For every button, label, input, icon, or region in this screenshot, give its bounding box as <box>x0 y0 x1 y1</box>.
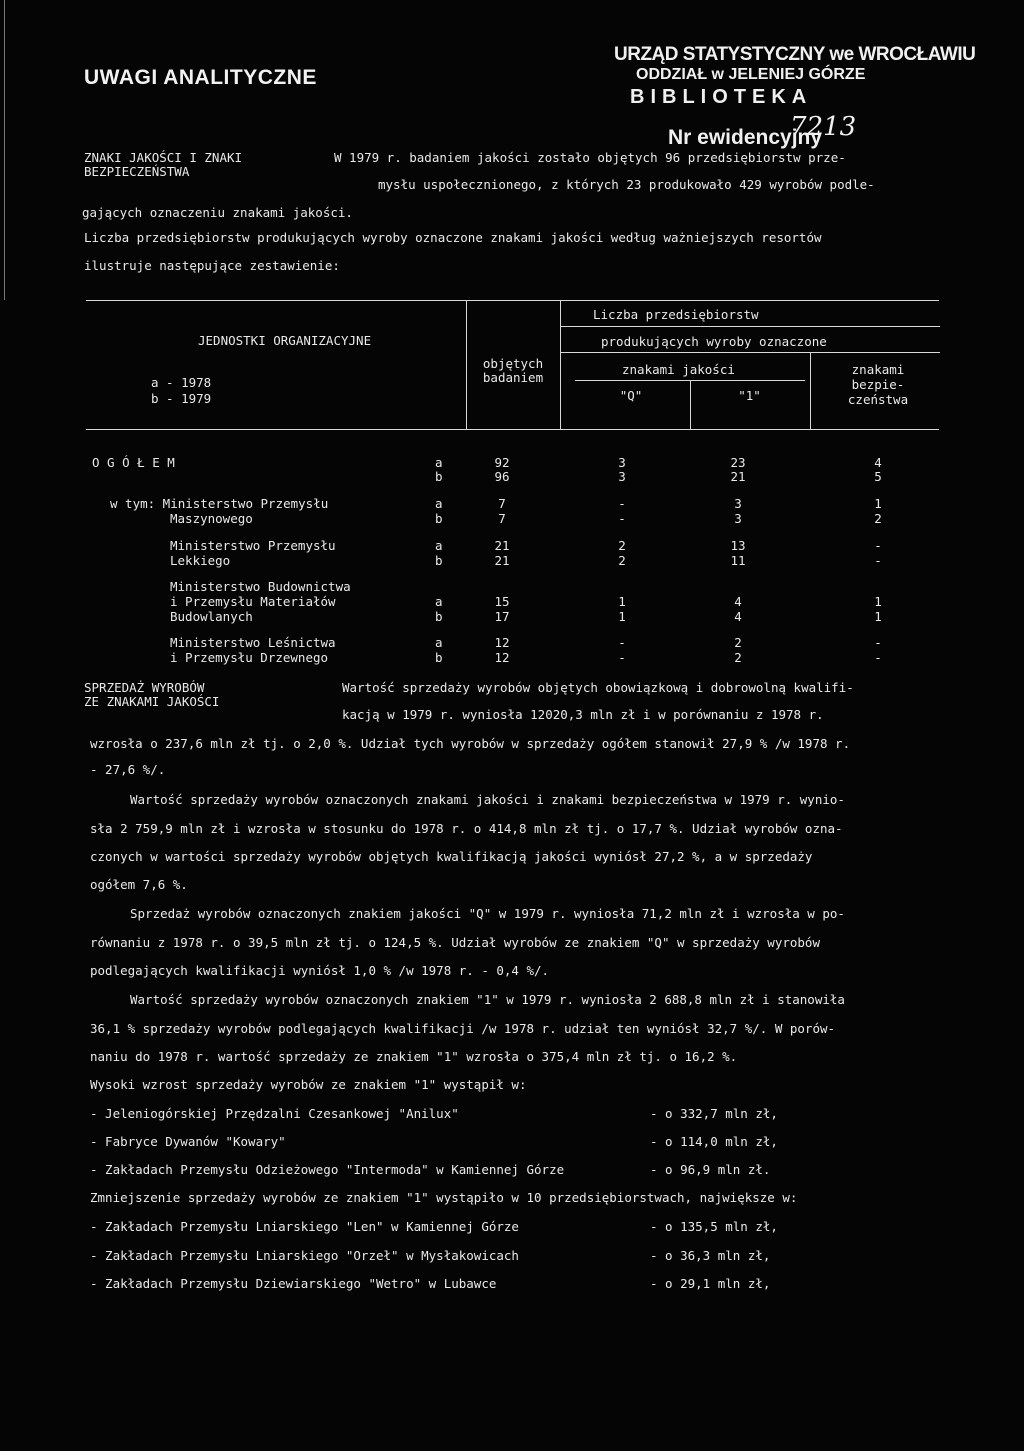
table-cell: 1 <box>874 496 882 511</box>
table-cell: 3 <box>618 469 626 484</box>
list-item-value: - o 36,3 mln zł, <box>650 1248 771 1263</box>
paragraph-line: podlegających kwalifikacji wyniósł 1,0 % /w 1978 r. - 0,4 %/. <box>90 963 550 978</box>
row-label-sub: Maszynowego <box>170 511 253 526</box>
row-label: w tym: Ministerstwo Przemysłu <box>110 496 329 511</box>
header-year-a: a - 1978 <box>151 375 212 390</box>
table-rule <box>560 326 940 327</box>
paragraph-line: - 27,6 %/. <box>90 762 166 777</box>
table-cell: 2 <box>734 650 742 665</box>
row-label-sub: i Przemysłu Drzewnego <box>170 650 329 665</box>
list-item-value: - o 114,0 mln zł, <box>650 1134 778 1149</box>
paragraph-line: gających oznaczeniu znakami jakości. <box>82 205 353 220</box>
list-item-name: - Jeleniogórskiej Przędzalni Czesankowej "Anilux" <box>90 1106 459 1121</box>
table-cell: 3 <box>618 455 626 470</box>
row-label: Ministerstwo Budownictwa <box>170 579 351 594</box>
list-item-value: - o 96,9 mln zł. <box>650 1162 771 1177</box>
table-cell: 5 <box>874 469 882 484</box>
header-q: "Q" <box>619 388 643 403</box>
table-cell: 92 <box>494 455 510 470</box>
list-item-name: - Fabryce Dywanów "Kowary" <box>90 1134 286 1149</box>
table-cell: 21 <box>494 553 510 568</box>
paragraph-line: ogółem 7,6 %. <box>90 877 188 892</box>
table-cell: 7 <box>498 511 506 526</box>
table-cell: 1 <box>618 609 626 624</box>
section-heading-2b: ZE ZNAKAMI JAKOŚCI <box>84 694 220 709</box>
table-cell: 1 <box>874 594 882 609</box>
table-cell: - <box>618 635 626 650</box>
header-safety: znakami bezpie- czeństwa <box>847 362 909 407</box>
table-cell: 4 <box>874 455 882 470</box>
table-cell: 1 <box>874 609 882 624</box>
list-item-name: - Zakładach Przemysłu Dziewiarskiego "Wetro" w Lubawce <box>90 1276 497 1291</box>
list-item-value: - o 332,7 mln zł, <box>650 1106 778 1121</box>
paragraph-line: Liczba przedsiębiorstw produkujących wyroby oznaczone znakami jakości według ważniejszych resortów <box>84 230 822 245</box>
paragraph-line: mysłu uspołecznionego, z których 23 produkowało 429 wyrobów podle- <box>378 177 875 192</box>
paragraph-line: Sprzedaż wyrobów oznaczonych znakiem jakości "Q" w 1979 r. wyniosła 71,2 mln zł i wzrosła w po- <box>130 906 845 921</box>
table-cell: 13 <box>730 538 746 553</box>
header-producing: produkujących wyroby oznaczone <box>601 334 827 349</box>
stamp-line-2: ODDZIAŁ w JELENIEJ GÓRZE <box>636 66 866 83</box>
page-title: UWAGI ANALITYCZNE <box>84 66 317 89</box>
stamp-line-3: BIBLIOTEKA <box>630 86 813 108</box>
table-cell: 12 <box>494 635 510 650</box>
table-cell: - <box>618 511 626 526</box>
section-heading-1a: ZNAKI JAKOŚCI I ZNAKI <box>84 150 243 165</box>
paragraph-line: wzrosła o 237,6 mln zł tj. o 2,0 %. Udział tych wyrobów w sprzedaży ogółem stanowił 27,9 % /w 1978 r. <box>90 736 851 751</box>
inventory-number: 7213 <box>790 112 857 142</box>
paragraph-line: 36,1 % sprzedaży wyrobów podlegających kwalifikacji /w 1978 r. udział ten wyniósł 32,7 %/. W porów- <box>90 1021 836 1036</box>
list-item-value: - o 135,5 mln zł, <box>650 1219 778 1234</box>
table-cell: 96 <box>494 469 510 484</box>
table-rule <box>810 352 811 430</box>
table-cell: - <box>618 650 626 665</box>
table-rule-top <box>86 300 939 301</box>
table-cell: - <box>874 553 882 568</box>
scan-edge-mark <box>4 0 5 300</box>
header-count: Liczba przedsiębiorstw <box>593 307 759 322</box>
paragraph-line: kacją w 1979 r. wyniosła 12020,3 mln zł i w porównaniu z 1978 r. <box>342 707 824 722</box>
table-cell: - <box>874 650 882 665</box>
table-cell: 3 <box>734 496 742 511</box>
paragraph-line: Wysoki wzrost sprzedaży wyrobów ze znakiem "1" wystąpił w: <box>90 1077 527 1092</box>
table-rule-bottom <box>86 429 939 430</box>
paragraph-line: W 1979 r. badaniem jakości zostało objętych 96 przedsiębiorstw prze- <box>334 150 846 165</box>
paragraph-line: równaniu z 1978 r. o 39,5 mln zł tj. o 124,5 %. Udział wyrobów ze znakiem "Q" w sprzedaży wyrobów <box>90 935 820 950</box>
table-cell: 2 <box>618 538 626 553</box>
table-cell: 2 <box>618 553 626 568</box>
row-label: Ministerstwo Leśnictwa <box>170 635 336 650</box>
row-label-2: i Przemysłu Materiałów <box>170 594 336 609</box>
header-covered: objętych badaniem <box>482 356 544 385</box>
table-rule <box>560 352 940 353</box>
stamp-line-1: URZĄD STATYSTYCZNY we WROCŁAWIU <box>614 44 976 65</box>
paragraph-line: Wartość sprzedaży wyrobów oznaczonych znakami jakości i znakami bezpieczeństwa w 1979 r. wynio- <box>130 792 845 807</box>
table-cell: - <box>874 635 882 650</box>
row-label: Ministerstwo Przemysłu <box>170 538 336 553</box>
inventory-label: Nr ewidencyjny <box>668 126 823 149</box>
table-cell: 3 <box>734 511 742 526</box>
header-quality: znakami jakości <box>622 362 735 377</box>
table-rule <box>690 380 691 430</box>
table-cell: 11 <box>730 553 746 568</box>
row-label-sub: Lekkiego <box>170 553 231 568</box>
table-cell: 12 <box>494 650 510 665</box>
table-cell: 2 <box>874 511 882 526</box>
table-cell: - <box>618 496 626 511</box>
table-cell: 4 <box>734 609 742 624</box>
paragraph-line: Wartość sprzedaży wyrobów oznaczonych znakiem "1" w 1979 r. wyniosła 2 688,8 mln zł i stanowiła <box>130 992 845 1007</box>
table-rule <box>466 300 467 430</box>
table-cell: - <box>874 538 882 553</box>
list-item-name: - Zakładach Przemysłu Odzieżowego "Intermoda" w Kamiennej Górze <box>90 1162 565 1177</box>
table-cell: 1 <box>618 594 626 609</box>
table-rule <box>560 300 561 430</box>
paragraph-line: naniu do 1978 r. wartość sprzedaży ze znakiem "1" wzrosła o 375,4 mln zł tj. o 16,2 %. <box>90 1049 738 1064</box>
paragraph-line: ilustruje następujące zestawienie: <box>84 258 340 273</box>
list-item-name: - Zakładach Przemysłu Lniarskiego "Len" w Kamiennej Górze <box>90 1219 519 1234</box>
list-item-name: - Zakładach Przemysłu Lniarskiego "Orzeł" w Mysłakowicach <box>90 1248 519 1263</box>
paragraph-line: Wartość sprzedaży wyrobów objętych obowiązkową i dobrowolną kwalifi- <box>342 680 854 695</box>
row-label: O G Ó Ł E M <box>92 455 175 470</box>
table-cell: 7 <box>498 496 506 511</box>
table-cell: 4 <box>734 594 742 609</box>
table-cell: 23 <box>730 455 746 470</box>
paragraph-line: Zmniejszenie sprzedaży wyrobów ze znakiem "1" wystąpiło w 10 przedsiębiorstwach, największe w: <box>90 1190 798 1205</box>
table-cell: 21 <box>730 469 746 484</box>
list-item-value: - o 29,1 mln zł, <box>650 1276 771 1291</box>
header-units: JEDNOSTKI ORGANIZACYJNE <box>198 333 372 348</box>
section-heading-2a: SPRZEDAŻ WYROBÓW <box>84 680 205 695</box>
section-heading-1b: BEZPIECZEŃSTWA <box>84 164 190 179</box>
table-cell: 21 <box>494 538 510 553</box>
header-one: "1" <box>738 388 761 403</box>
paragraph-line: sła 2 759,9 mln zł i wzrosła w stosunku do 1978 r. o 414,8 mln zł tj. o 17,7 %. Udział wyrobów ozna- <box>90 821 843 836</box>
table-cell: 15 <box>494 594 510 609</box>
paragraph-line: czonych w wartości sprzedaży wyrobów objętych kwalifikacją jakości wyniósł 27,2 %, a w sprzedaży <box>90 849 813 864</box>
row-label-sub: Budowlanych <box>170 609 253 624</box>
table-cell: 17 <box>494 609 510 624</box>
header-year-b: b - 1979 <box>151 391 212 406</box>
table-cell: 2 <box>734 635 742 650</box>
